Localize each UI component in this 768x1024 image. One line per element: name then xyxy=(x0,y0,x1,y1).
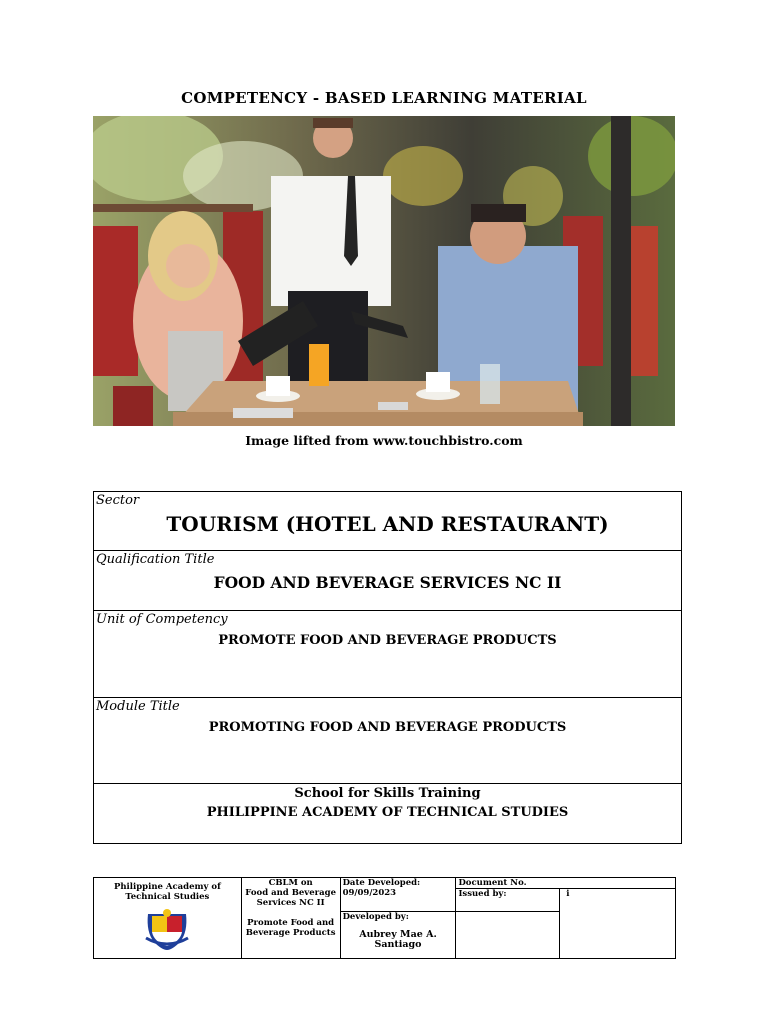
footer-date-value: 09/09/2023 xyxy=(342,888,397,898)
footer-cblm-line1: CBLM on xyxy=(268,878,313,888)
qualification-value: FOOD AND BEVERAGE SERVICES NC II xyxy=(213,573,562,592)
sector-label: Sector xyxy=(96,493,140,508)
unit-value: PROMOTE FOOD AND BEVERAGE PRODUCTS xyxy=(218,633,557,648)
footer-developer-cell xyxy=(340,912,456,959)
footer-date-cell xyxy=(340,878,456,912)
module-label: Module Title xyxy=(96,699,180,714)
sector-value: TOURISM (HOTEL AND RESTAURANT) xyxy=(166,512,609,536)
footer-institution-cell xyxy=(94,878,242,959)
footer-cblm-cell xyxy=(241,878,340,959)
document-title: COMPETENCY - BASED LEARNING MATERIAL xyxy=(181,89,587,107)
unit-label: Unit of Competency xyxy=(96,612,228,627)
school-line2: PHILIPPINE ACADEMY OF TECHNICAL STUDIES xyxy=(206,805,569,820)
footer-developed-label: Developed by: xyxy=(342,912,409,922)
sector-cell xyxy=(94,492,682,551)
school-cell xyxy=(94,784,682,844)
cover-photo xyxy=(93,116,675,426)
image-caption: Image lifted from www.touchbistro.com xyxy=(245,433,523,448)
module-cell xyxy=(94,698,682,784)
footer-cblm-line3: Promote Food and Beverage Products xyxy=(245,918,336,938)
footer-issued-cell xyxy=(456,889,560,912)
footer-page-cell xyxy=(560,889,676,959)
footer-developer: Aubrey Mae A. Santiago xyxy=(359,929,437,950)
footer-institution: Philippine Academy of Technical Studies xyxy=(113,882,221,902)
footer-blank-cell xyxy=(456,912,560,959)
footer-date-label: Date Developed: xyxy=(342,878,421,888)
footer-page-number: i xyxy=(566,889,570,899)
footer-docno-cell xyxy=(456,878,676,889)
unit-cell xyxy=(94,611,682,698)
qualification-label: Qualification Title xyxy=(96,552,215,567)
module-value: PROMOTING FOOD AND BEVERAGE PRODUCTS xyxy=(208,720,567,735)
footer-table xyxy=(93,877,676,959)
module-info-table xyxy=(93,491,682,844)
qualification-cell xyxy=(94,551,682,611)
footer-docno-label: Document No. xyxy=(458,878,527,888)
footer-issued-label: Issued by: xyxy=(458,889,507,899)
footer-cblm-line2: Food and Beverage Services NC II xyxy=(245,888,336,908)
academy-seal-icon xyxy=(144,906,190,950)
school-line1: School for Skills Training xyxy=(294,786,481,801)
